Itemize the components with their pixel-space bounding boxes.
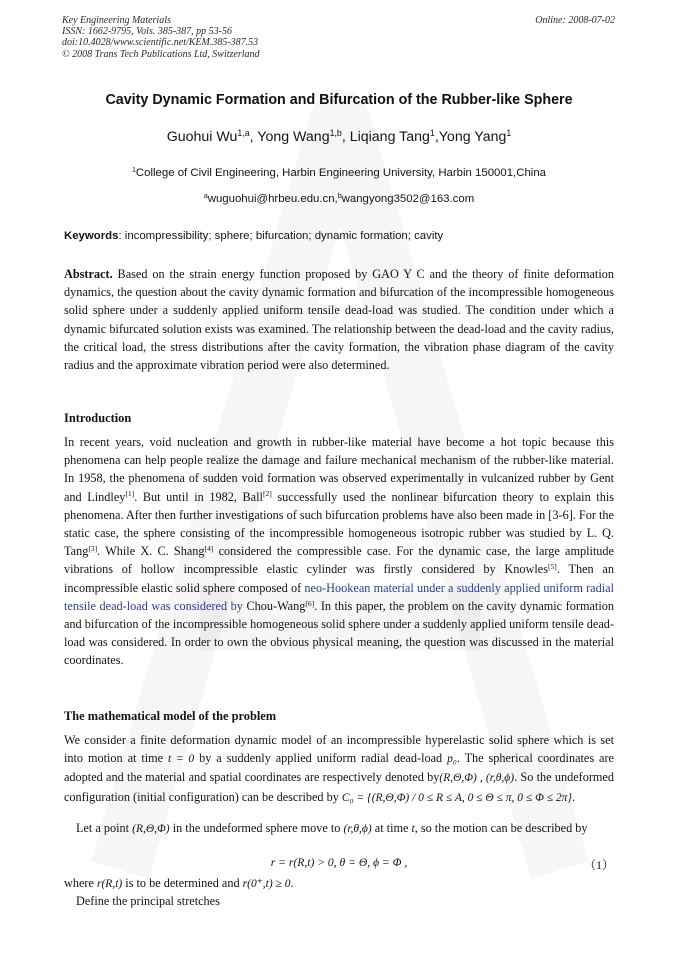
- abstract: [64, 265, 614, 374]
- math-expression: (R,Θ,Φ): [132, 823, 170, 835]
- body-text: at time: [371, 821, 412, 835]
- body-text: , so the motion can be described by: [414, 821, 588, 835]
- doi-line: doi:10.4028/www.scientific.net/KEM.385-387.53: [62, 37, 259, 49]
- citation-link[interactable]: [1]: [125, 489, 135, 499]
- body-text: Chou-Wang: [242, 598, 306, 613]
- abstract-text: Based on the strain energy function proposed by GAO Y C and the theory of finite deformation dynamics, the question about the cavity dynamic formation and bifurcation of the incompressible homogeneous solid sphere under a suddenly applied uniform tensile dead-load was studied. The condition under which a dynamic bifurcated solution exists was examined. The relationship between the dead-load and the cavity radius, the critical load, the stress distributions after the cavity formation, the vibration phase diagram of the cavity radius and the approximate vibration period were also determined.: [64, 267, 614, 373]
- equation: r = r(R,t) > 0, θ = Θ, ϕ = Φ ,: [270, 856, 408, 869]
- author-name: ,Yong Yang: [434, 129, 507, 145]
- author-name: , Liqiang Tang: [341, 129, 430, 145]
- body-text: where: [64, 876, 97, 890]
- citation-link[interactable]: [4]: [204, 544, 214, 554]
- author-name: , Yong Wang: [249, 129, 330, 145]
- math-expression: (R,Θ,Φ) , (r,θ,ϕ): [439, 772, 515, 785]
- author-affiliation-mark: 1,a: [237, 128, 250, 139]
- author-list: [0, 129, 678, 145]
- email-link[interactable]: wuguohui@hrbeu.edu.cn,: [207, 193, 338, 205]
- section-heading: Introduction: [64, 411, 132, 425]
- keywords-text: : incompressibility; sphere; bifurcation; dynamic formation; cavity: [118, 230, 444, 242]
- citation-link[interactable]: [6]: [305, 598, 315, 608]
- email-mark: a: [203, 193, 208, 201]
- body-text: is to be determined and: [122, 876, 243, 890]
- online-date: Online: 2008-07-02: [535, 15, 615, 26]
- math-expression: t = 0: [168, 753, 195, 766]
- affiliation-text: College of Civil Engineering, Harbin Engineering University, Harbin 150001,China: [135, 167, 546, 179]
- math-expression: r(0⁺,t) ≥ 0: [242, 878, 291, 890]
- body-text: We consider a finite deformation dynamic model of an incompressible hyperelastic solid sphere which is set into motion at time: [64, 733, 614, 766]
- citation-link[interactable]: [2]: [262, 489, 272, 499]
- math-expression: (r,θ,ϕ): [343, 823, 372, 835]
- highlighted-text: neo-Hookean material under a suddenly applied uniform radial tensile dead-load was considered by: [64, 580, 614, 613]
- copyright-line: © 2008 Trans Tech Publications Ltd, Switzerland: [62, 48, 260, 60]
- math-expression: C₀ = {(R,Θ,Φ) / 0 ≤ R ≤ A, 0 ≤ Θ ≤ π, 0 ≤ Φ ≤ 2π}: [341, 791, 573, 804]
- body-text: . The spherical coordinates are adopted and the material and spatial coordinates are respectively denoted by: [64, 751, 614, 785]
- affiliation-mark: 1: [131, 167, 136, 175]
- author-affiliation-mark: 1: [429, 128, 435, 139]
- body-text: in the undeformed sphere move to: [169, 821, 344, 835]
- math-expression: r(R,t): [97, 878, 123, 890]
- body-text: . While X. C. Shang: [97, 544, 205, 559]
- body-text: Define the principal stretches: [76, 894, 220, 908]
- body-text: . But until in 1982, Ball: [134, 489, 263, 504]
- author-name: Guohui Wu: [166, 129, 238, 145]
- model-paragraph: [64, 731, 614, 807]
- citation-link[interactable]: [3]: [88, 544, 98, 554]
- body-text: Let a point: [76, 821, 133, 835]
- email-mark: b: [337, 193, 342, 201]
- journal-name: Key Engineering Materials: [62, 15, 171, 26]
- author-affiliation-mark: 1: [506, 128, 512, 139]
- author-affiliation-mark: 1,b: [329, 128, 342, 139]
- body-text: In recent years, void nucleation and growth in rubber-like material have become a hot topic because this phenomena can help people realize the damage and failure mechanical mechanism of the rubber-like material. In 1958, the phenomena of sudden void formation was observed experimentally in vulcanized rubber by Gent and Lindley: [64, 435, 614, 504]
- body-text: .: [290, 876, 294, 890]
- body-text: considered the compressible case. For the dynamic case, the large amplitude vibrations of hollow incompressible elastic cylinder was firstly considered by Knowles: [64, 544, 614, 577]
- affiliation: [0, 167, 678, 179]
- paper-title: Cavity Dynamic Formation and Bifurcation of the Rubber-like Sphere: [105, 92, 573, 108]
- keywords: [64, 230, 443, 242]
- citation-link[interactable]: [5]: [547, 562, 557, 572]
- math-expression: t: [411, 823, 415, 835]
- body-text: . In this paper, the problem on the cavity dynamic formation and bifurcation of the incompressible homogeneous solid sphere under a suddenly applied uniform tensile dead-load was considered. In order to own the obvious physical meaning, the question was discussed in the material coordinates.: [64, 598, 614, 668]
- body-text: successfully used the nonlinear bifurcation theory to explain this phenomena. After then further investigations of such bifurcation problems have also been made in [3-6]. For the static case, the sphere consisting of the incompressible homogeneous isotropic rubber was studied by L. Q. Tang: [64, 489, 614, 559]
- body-text: .: [572, 789, 576, 804]
- email-link[interactable]: wangyong3502@163.com: [341, 193, 475, 205]
- body-text: . Then an incompressible elastic solid sphere composed of: [64, 562, 614, 595]
- author-emails: [0, 193, 678, 205]
- model-paragraph: [64, 874, 614, 893]
- math-expression: p₀: [447, 753, 457, 766]
- keywords-label: Keywords: [64, 230, 119, 242]
- model-paragraph: [64, 819, 614, 838]
- equation-row: [64, 856, 614, 872]
- model-paragraph: [64, 892, 614, 910]
- journal-header: [62, 15, 260, 60]
- issn-line: ISSN: 1662-9795, Vols. 385-387, pp 53-56: [62, 26, 232, 38]
- section-heading: The mathematical model of the problem: [64, 709, 277, 723]
- body-text: by a suddenly applied uniform radial dead-load: [194, 751, 448, 766]
- body-text: . So the undeformed configuration (initial configuration) can be described by: [64, 770, 614, 804]
- equation-number: （1）: [583, 858, 614, 872]
- introduction-paragraph: [64, 433, 614, 670]
- abstract-label: Abstract.: [64, 267, 113, 281]
